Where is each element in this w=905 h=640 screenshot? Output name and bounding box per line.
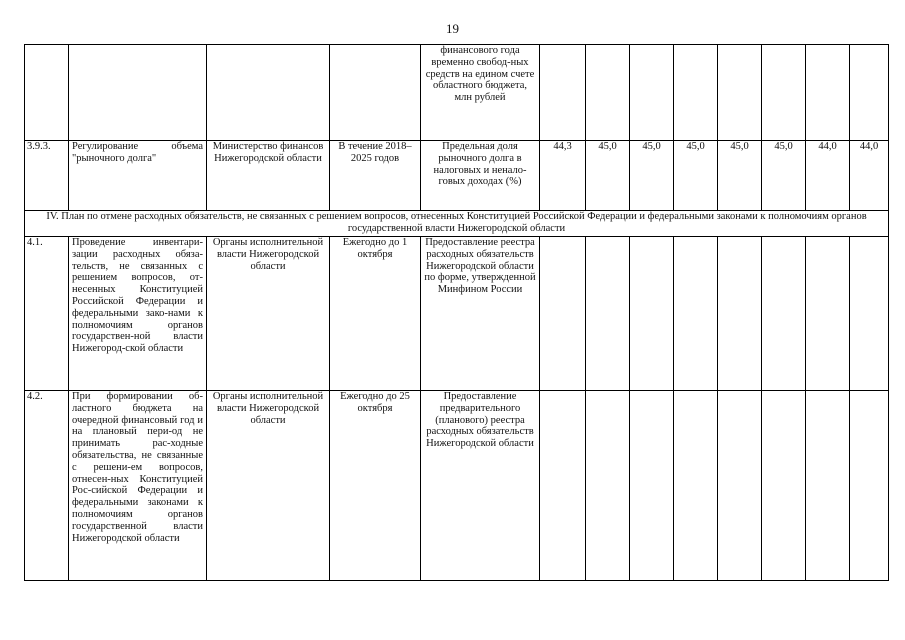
- cell-responsible: Органы исполнительной власти Нижегородской области: [207, 391, 330, 581]
- cell-value: 44,0: [850, 141, 889, 211]
- cell-indicator: финансового года временно свобод-ных средств на едином счете областного бюджета, млн рублей: [421, 45, 540, 141]
- table-row-4-1: [25, 237, 889, 391]
- cell-value: 44,0: [806, 141, 850, 211]
- section-heading-row: [25, 211, 889, 237]
- cell-indicator: Предельная доля рыночного долга в налоговых и ненало-говых доходах (%): [421, 141, 540, 211]
- cell-term: Ежегодно до 1 октября: [330, 237, 421, 391]
- cell-value: [806, 391, 850, 581]
- cell-value: 45,0: [586, 141, 630, 211]
- measures-table: [24, 44, 889, 581]
- cell-value: 44,3: [540, 141, 586, 211]
- cell-measure: [69, 45, 207, 141]
- cell-measure: Регулирование объема "рыночного долга": [69, 141, 207, 211]
- cell-value: 45,0: [674, 141, 718, 211]
- cell-value: [850, 237, 889, 391]
- cell-value: [850, 45, 889, 141]
- cell-responsible: [207, 45, 330, 141]
- cell-measure: При формировании об-ластного бюджета на очередной финансовый год и на плановый пери-од не принимать рас-ходные обязательства, не связанные с решени-ем вопросов, отнесен-ных Конституцией Рос-сийской Федерации и федеральными законами к полномочиям органов государственной власти Нижегородской области: [69, 391, 207, 581]
- cell-num: 4.1.: [25, 237, 69, 391]
- cell-value: [630, 391, 674, 581]
- cell-value: [674, 237, 718, 391]
- cell-value: [806, 45, 850, 141]
- cell-value: [806, 237, 850, 391]
- cell-value: [540, 237, 586, 391]
- cell-num: [25, 45, 69, 141]
- cell-indicator: Предоставление предварительного (планового) реестра расходных обязательств Нижегородской области: [421, 391, 540, 581]
- cell-measure: Проведение инвентари-зации расходных обяза-тельств, не связанных с решением вопросов, от-несенных Конституцией Российской Федерации и федеральными зако-нами к полномочиям органов государствен-ной власти Нижегород-ской области: [69, 237, 207, 391]
- cell-value: [762, 45, 806, 141]
- section-iv-title: IV. План по отмене расходных обязательств, не связанных с решением вопросов, отнесенных Конституцией Российской Федерации и федеральными законами к полномочиям органов государственной власти Нижегородской области: [25, 211, 889, 237]
- cell-value: 45,0: [630, 141, 674, 211]
- cell-value: [850, 391, 889, 581]
- cell-value: [762, 237, 806, 391]
- cell-value: [540, 391, 586, 581]
- cell-responsible: Министерство финансов Нижегородской области: [207, 141, 330, 211]
- cell-value: [674, 391, 718, 581]
- table-row-3-9-3: [25, 141, 889, 211]
- cell-value: [586, 45, 630, 141]
- cell-value: [630, 45, 674, 141]
- cell-term: В течение 2018–2025 годов: [330, 141, 421, 211]
- cell-value: [540, 45, 586, 141]
- cell-value: [586, 237, 630, 391]
- cell-value: [718, 237, 762, 391]
- cell-value: [674, 45, 718, 141]
- cell-value: [718, 45, 762, 141]
- table-row-continuation: [25, 45, 889, 141]
- cell-num: 4.2.: [25, 391, 69, 581]
- cell-value: [630, 237, 674, 391]
- cell-value: 45,0: [718, 141, 762, 211]
- cell-value: 45,0: [762, 141, 806, 211]
- table-row-4-2: [25, 391, 889, 581]
- cell-value: [718, 391, 762, 581]
- cell-term: Ежегодно до 25 октября: [330, 391, 421, 581]
- cell-num: 3.9.3.: [25, 141, 69, 211]
- cell-value: [762, 391, 806, 581]
- cell-indicator: Предоставление реестра расходных обязательств Нижегородской области по форме, утвержденной Минфином России: [421, 237, 540, 391]
- page-number: 19: [446, 21, 459, 36]
- cell-responsible: Органы исполнительной власти Нижегородской области: [207, 237, 330, 391]
- cell-value: [586, 391, 630, 581]
- cell-term: [330, 45, 421, 141]
